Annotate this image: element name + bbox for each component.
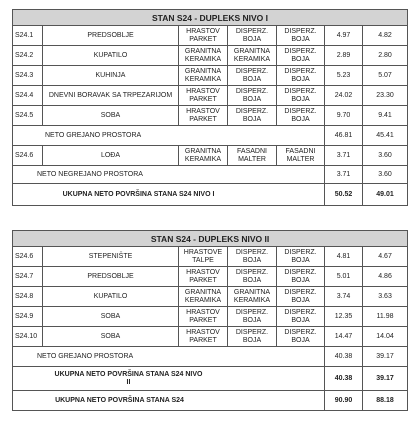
room-name: STEPENIŠTE: [43, 247, 179, 267]
floor-finish: HRASTOV PARKET: [179, 327, 228, 347]
area-value: 2.89: [325, 46, 363, 66]
ceiling-finish: DISPERZ. BOJA: [277, 106, 325, 126]
wall-finish: DISPERZ. BOJA: [228, 327, 277, 347]
wall-finish: GRANITNA KERAMIKA: [228, 287, 277, 307]
area-value: 50.52: [325, 184, 363, 206]
area-value: 3.60: [363, 166, 408, 184]
area-value: 39.17: [363, 347, 408, 367]
table-title: STAN S24 - DUPLEKS NIVO II: [13, 231, 408, 247]
wall-finish: DISPERZ. BOJA: [228, 267, 277, 287]
table-nivo-1: [12, 9, 408, 206]
table-row: [13, 86, 408, 106]
area-value: 2.80: [363, 46, 408, 66]
area-value: 14.04: [363, 327, 408, 347]
floor-finish: HRASTOV PARKET: [179, 307, 228, 327]
total-row: [13, 391, 408, 411]
table-row: [13, 327, 408, 347]
room-name: DNEVNI BORAVAK SA TRPEZARIJOM: [43, 86, 179, 106]
area-value: 40.38: [325, 367, 363, 391]
room-id: S24.4: [13, 86, 43, 106]
area-value: 9.41: [363, 106, 408, 126]
ceiling-finish: DISPERZ. BOJA: [277, 287, 325, 307]
ceiling-finish: DISPERZ. BOJA: [277, 86, 325, 106]
floor-finish: HRASTOV PARKET: [179, 267, 228, 287]
floor-finish: HRASTOV PARKET: [179, 26, 228, 46]
area-value: 40.38: [325, 347, 363, 367]
room-name: LOĐA: [43, 146, 179, 166]
area-value: 12.35: [325, 307, 363, 327]
room-name: KUHINJA: [43, 66, 179, 86]
table-title: STAN S24 - DUPLEKS NIVO I: [13, 10, 408, 26]
room-name: SOBA: [43, 327, 179, 347]
table-row: [13, 26, 408, 46]
total-row: [13, 367, 408, 391]
table-row: [13, 46, 408, 66]
room-name: PREDSOBLJE: [43, 26, 179, 46]
room-name: SOBA: [43, 307, 179, 327]
floor-finish: GRANITNA KERAMIKA: [179, 66, 228, 86]
area-value: 39.17: [363, 367, 408, 391]
area-value: 3.63: [363, 287, 408, 307]
area-value: 4.86: [363, 267, 408, 287]
ceiling-finish: DISPERZ. BOJA: [277, 66, 325, 86]
wall-finish: FASADNI MALTER: [228, 146, 277, 166]
area-value: 4.82: [363, 26, 408, 46]
room-id: S24.2: [13, 46, 43, 66]
subtotal-row: [13, 347, 408, 367]
area-value: 5.07: [363, 66, 408, 86]
ceiling-finish: DISPERZ. BOJA: [277, 247, 325, 267]
table-row: [13, 287, 408, 307]
header-row: [13, 231, 408, 247]
room-id: S24.1: [13, 26, 43, 46]
area-value: 4.67: [363, 247, 408, 267]
total-label: UKUPNA NETO POVRŠINA STANA S24 NIVO II: [13, 367, 325, 391]
room-id: S24.7: [13, 267, 43, 287]
area-value: 9.70: [325, 106, 363, 126]
subtotal-label: NETO NEGREJANO PROSTORA: [13, 166, 325, 184]
area-value: 45.41: [363, 126, 408, 146]
wall-finish: DISPERZ. BOJA: [228, 247, 277, 267]
area-value: 3.71: [325, 146, 363, 166]
wall-finish: GRANITNA KERAMIKA: [228, 46, 277, 66]
area-value: 14.47: [325, 327, 363, 347]
floor-finish: HRASTOV PARKET: [179, 106, 228, 126]
floor-finish: HRASTOVE TALPE: [179, 247, 228, 267]
table-row: [13, 66, 408, 86]
room-id: S24.8: [13, 287, 43, 307]
subtotal-row: [13, 166, 408, 184]
ceiling-finish: DISPERZ. BOJA: [277, 307, 325, 327]
area-value: 3.60: [363, 146, 408, 166]
area-value: 24.02: [325, 86, 363, 106]
area-value: 90.90: [325, 391, 363, 411]
ceiling-finish: DISPERZ. BOJA: [277, 267, 325, 287]
area-value: 49.01: [363, 184, 408, 206]
wall-finish: DISPERZ. BOJA: [228, 106, 277, 126]
ceiling-finish: FASADNI MALTER: [277, 146, 325, 166]
area-value: 3.71: [325, 166, 363, 184]
subtotal-label: NETO GREJANO PROSTORA: [13, 347, 325, 367]
area-value: 46.81: [325, 126, 363, 146]
area-value: 23.30: [363, 86, 408, 106]
room-id: S24.9: [13, 307, 43, 327]
floor-finish: GRANITNA KERAMIKA: [179, 146, 228, 166]
table-nivo-2: [12, 230, 408, 411]
total-row: [13, 184, 408, 206]
room-name: SOBA: [43, 106, 179, 126]
total-label: UKUPNA NETO POVRŠINA STANA S24: [13, 391, 325, 411]
room-id: S24.10: [13, 327, 43, 347]
header-row: [13, 10, 408, 26]
area-value: 4.97: [325, 26, 363, 46]
table-row: [13, 247, 408, 267]
floor-finish: GRANITNA KERAMIKA: [179, 46, 228, 66]
area-value: 5.23: [325, 66, 363, 86]
ceiling-finish: DISPERZ. BOJA: [277, 26, 325, 46]
area-value: 4.81: [325, 247, 363, 267]
room-name: PREDSOBLJE: [43, 267, 179, 287]
wall-finish: DISPERZ. BOJA: [228, 307, 277, 327]
room-id: S24.6: [13, 247, 43, 267]
subtotal-label: NETO GREJANO PROSTORA: [13, 126, 325, 146]
floor-finish: GRANITNA KERAMIKA: [179, 287, 228, 307]
total-label: UKUPNA NETO POVRŠINA STANA S24 NIVO I: [13, 184, 325, 206]
area-value: 88.18: [363, 391, 408, 411]
room-id: S24.5: [13, 106, 43, 126]
ceiling-finish: DISPERZ. BOJA: [277, 46, 325, 66]
room-name: KUPATILO: [43, 287, 179, 307]
room-id: S24.6: [13, 146, 43, 166]
table-row: [13, 146, 408, 166]
wall-finish: DISPERZ. BOJA: [228, 86, 277, 106]
floor-finish: HRASTOV PARKET: [179, 86, 228, 106]
table-row: [13, 267, 408, 287]
subtotal-row: [13, 126, 408, 146]
table-row: [13, 106, 408, 126]
room-id: S24.3: [13, 66, 43, 86]
area-value: 5.01: [325, 267, 363, 287]
room-name: KUPATILO: [43, 46, 179, 66]
wall-finish: DISPERZ. BOJA: [228, 26, 277, 46]
table-row: [13, 307, 408, 327]
area-value: 11.98: [363, 307, 408, 327]
area-value: 3.74: [325, 287, 363, 307]
ceiling-finish: DISPERZ. BOJA: [277, 327, 325, 347]
wall-finish: DISPERZ. BOJA: [228, 66, 277, 86]
